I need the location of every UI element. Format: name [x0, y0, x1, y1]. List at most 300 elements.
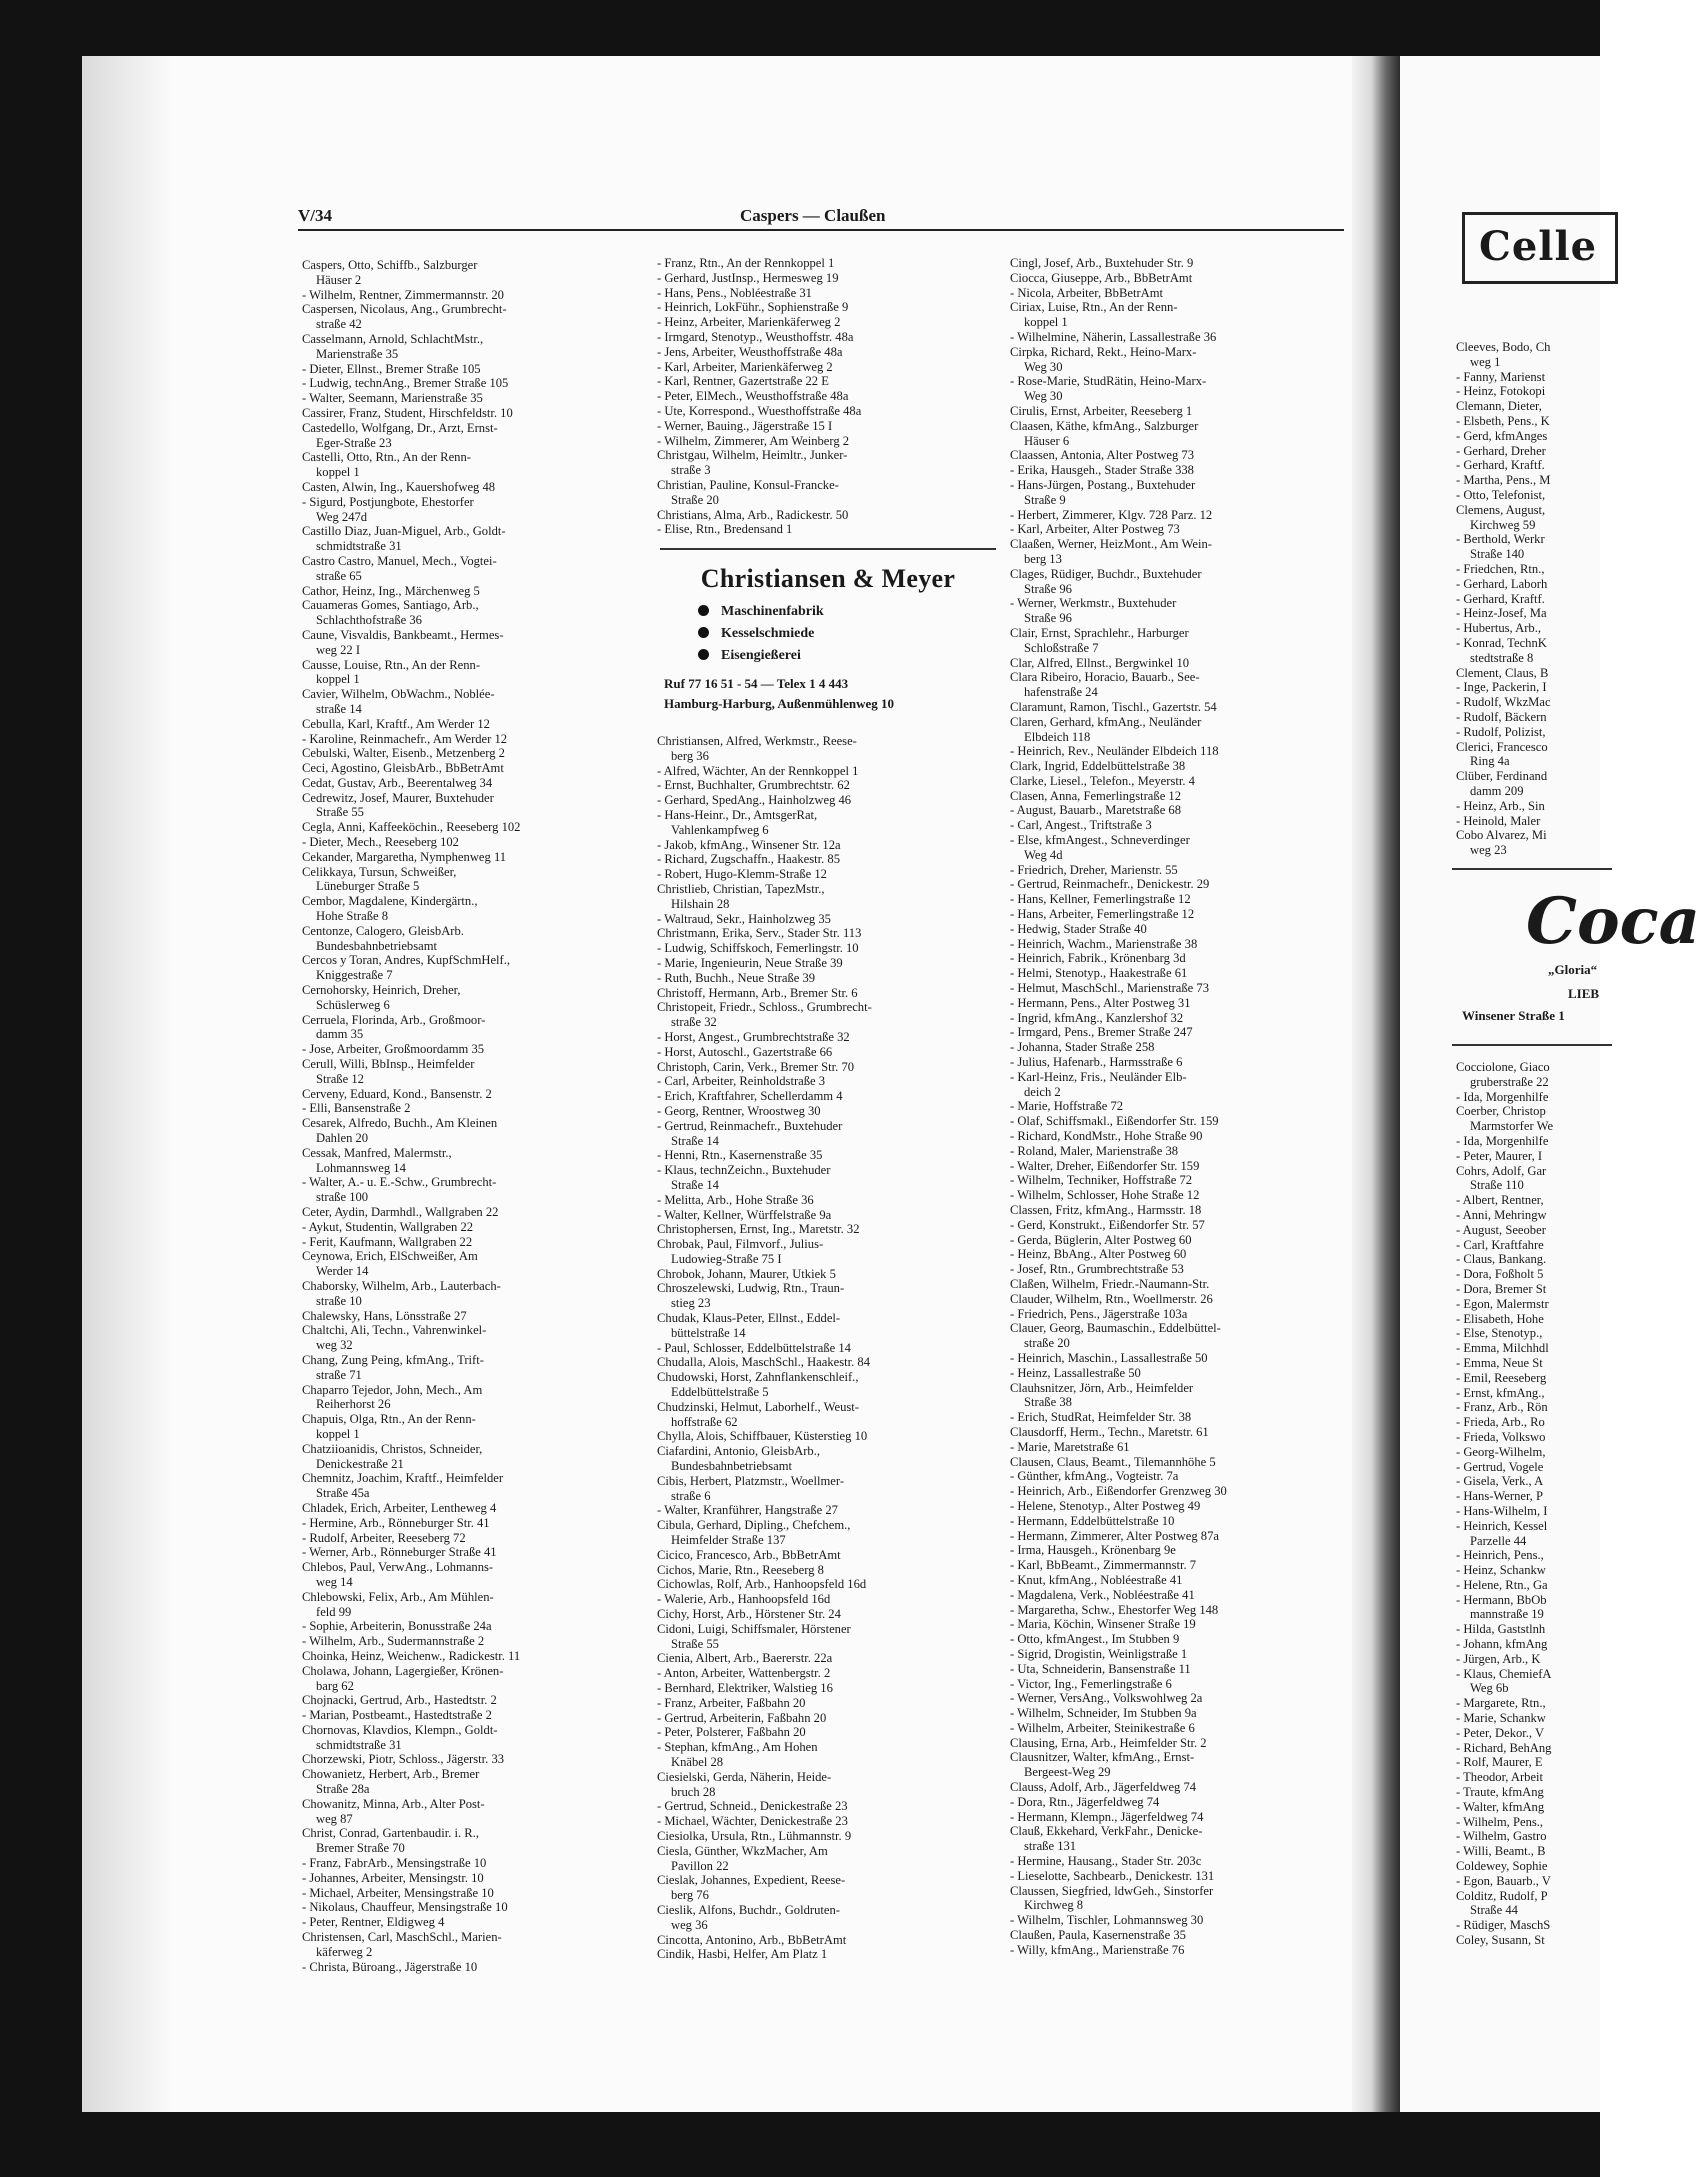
directory-entry: Chang, Zung Peing, kfmAng., Trift- [302, 1352, 484, 1367]
directory-entry: - Josef, Rtn., Grumbrechtstraße 53 [1010, 1262, 1184, 1277]
directory-entry: - Anni, Mehringw [1456, 1207, 1547, 1222]
directory-entry: Castro Castro, Manuel, Mech., Vogtei- [302, 553, 497, 568]
directory-entry-continuation: koppel 1 [316, 1426, 360, 1441]
directory-entry-continuation: weg 22 I [316, 642, 361, 657]
directory-entry: Clauhsnitzer, Jörn, Arb., Heimfelder [1010, 1380, 1194, 1395]
directory-entry: Cholawa, Johann, Lagergießer, Krönen- [302, 1663, 504, 1678]
directory-entry: - Karoline, Reinmachefr., Am Werder 12 [302, 731, 508, 746]
right-ad-rule-top [1452, 868, 1612, 870]
directory-entry: - Maria, Köchin, Winsener Straße 19 [1010, 1617, 1196, 1632]
directory-entry: - Emma, Milchhdl [1456, 1341, 1549, 1356]
directory-entry: - Heinrich, Maschin., Lassallestraße 50 [1010, 1350, 1208, 1365]
directory-entry: - Walter, Kranführer, Hangstraße 27 [657, 1503, 838, 1518]
directory-entry-continuation: Straße 55 [316, 805, 364, 820]
directory-entry: Christmann, Erika, Serv., Stader Str. 113 [657, 926, 862, 941]
directory-entry: Cerruela, Florinda, Arb., Großmoor- [302, 1012, 486, 1027]
directory-entry: Caspersen, Nicolaus, Ang., Grumbrecht- [302, 302, 507, 317]
directory-entry-continuation: schmidtstraße 31 [316, 539, 402, 554]
directory-entry: - Heinrich, Pens., [1456, 1548, 1544, 1563]
directory-entry-continuation: straße 100 [316, 1190, 369, 1205]
directory-entry: - Traute, kfmAng [1456, 1785, 1544, 1800]
directory-entry-continuation: bruch 28 [671, 1784, 716, 1799]
directory-entry-continuation: Reiherhorst 26 [316, 1397, 391, 1412]
directory-entry-continuation: straße 14 [316, 701, 362, 716]
directory-entry-continuation: barg 62 [316, 1678, 354, 1693]
directory-entry: Chemnitz, Joachim, Kraftf., Heimfelder [302, 1471, 504, 1486]
directory-entry: - Johanna, Stader Straße 258 [1010, 1040, 1155, 1055]
directory-entry: - Olaf, Schiffsmakl., Eißendorfer Str. 159 [1010, 1114, 1219, 1129]
directory-entry: - Wilhelm, Arbeiter, Steinikestraße 6 [1010, 1720, 1195, 1735]
directory-entry: - Erika, Hausgeh., Stader Straße 338 [1010, 463, 1194, 478]
directory-entry-continuation: Bundesbahnbetriebsamt [671, 1459, 793, 1474]
directory-entry: - Robert, Hugo-Klemm-Straße 12 [657, 867, 827, 882]
coca-cola-logo: Coca [1526, 884, 1700, 959]
directory-entry: - Gertrud, Arbeiterin, Faßbahn 20 [657, 1710, 827, 1725]
directory-entry: Chroszelewski, Ludwig, Rtn., Traun- [657, 1281, 845, 1296]
directory-entry-continuation: Parzelle 44 [1470, 1533, 1527, 1548]
right-page-ad-box [1462, 212, 1618, 284]
directory-entry: Cirpka, Richard, Rekt., Heino-Marx- [1010, 344, 1197, 359]
bullet-icon [698, 605, 709, 616]
directory-entry: Christian, Pauline, Konsul-Francke- [657, 477, 839, 492]
directory-entry-continuation: Straße 140 [1470, 547, 1525, 562]
directory-entry-continuation: straße 131 [1024, 1839, 1077, 1854]
directory-entry: - Michael, Wächter, Denickestraße 23 [657, 1814, 848, 1829]
directory-entry-continuation: straße 3 [671, 463, 711, 478]
directory-entry: - Hermann, Eddelbüttelstraße 10 [1010, 1513, 1175, 1528]
directory-entry: - Gertrud, Schneid., Denickestraße 23 [657, 1799, 848, 1814]
directory-entry: - Berthold, Werkr [1456, 532, 1545, 547]
directory-entry: - Hermine, Arb., Rönneburger Str. 41 [302, 1515, 490, 1530]
directory-entry-continuation: straße 65 [316, 568, 362, 583]
directory-entry: - Ingrid, kfmAng., Kanzlershof 32 [1010, 1010, 1184, 1025]
directory-entry: Cincotta, Antonino, Arb., BbBetrAmt [657, 1932, 847, 1947]
directory-entry: - Heinrich, Rev., Neuländer Elbdeich 118 [1010, 744, 1219, 759]
directory-entry: - Sophie, Arbeiterin, Bonusstraße 24a [302, 1619, 492, 1634]
directory-entry: Clauss, Adolf, Arb., Jägerfeldweg 74 [1010, 1780, 1197, 1795]
directory-entry: - August, Seeober [1456, 1222, 1546, 1237]
directory-entry-continuation: Straße 110 [1470, 1178, 1524, 1193]
directory-entry-continuation: stedtstraße 8 [1470, 650, 1534, 665]
directory-entry: - Rudolf, Polizist, [1456, 724, 1546, 739]
directory-entry: - Hans-Werner, P [1456, 1489, 1543, 1504]
directory-entry-continuation: käferweg 2 [316, 1944, 373, 1959]
directory-entry-continuation: hafenstraße 24 [1024, 685, 1098, 700]
directory-entry: - Julius, Hafenarb., Harmsstraße 6 [1010, 1055, 1183, 1070]
directory-entry: - Nikolaus, Chauffeur, Mensingstraße 10 [302, 1900, 508, 1915]
directory-entry: - Richard, Zugschaffn., Haakestr. 85 [657, 852, 841, 867]
directory-entry: - Anton, Arbeiter, Wattenbergstr. 2 [657, 1666, 831, 1681]
directory-entry: - Richard, KondMstr., Hohe Straße 90 [1010, 1129, 1203, 1144]
directory-entry: - Inge, Packerin, I [1456, 680, 1547, 695]
directory-entry: Cindik, Hasbi, Helfer, Am Platz 1 [657, 1947, 828, 1962]
directory-entry: Cibula, Gerhard, Dipling., Chefchem., [657, 1518, 851, 1533]
directory-entry: - Erich, Kraftfahrer, Schellerdamm 4 [657, 1089, 843, 1104]
directory-entry-continuation: Knäbel 28 [671, 1754, 724, 1769]
directory-entry: Cegla, Anni, Kaffeeköchin., Reeseberg 102 [302, 820, 521, 835]
directory-entry: Cavier, Wilhelm, ObWachm., Noblée- [302, 687, 495, 702]
page-number: V/34 [298, 206, 332, 225]
directory-entry: Cohrs, Adolf, Gar [1456, 1163, 1547, 1178]
directory-entry: - Georg, Rentner, Wroostweg 30 [657, 1103, 821, 1118]
directory-entry: - Marie, Maretstraße 61 [1010, 1439, 1130, 1454]
directory-entry: - Erich, StudRat, Heimfelder Str. 38 [1010, 1410, 1192, 1425]
directory-entry: - Werner, VersAng., Volkswohlweg 2a [1010, 1691, 1203, 1706]
directory-entry: Claaßen, Werner, HeizMont., Am Wein- [1010, 537, 1212, 552]
directory-entry: Clüber, Ferdinand [1456, 769, 1548, 784]
directory-column-1 [302, 258, 644, 1974]
directory-entry: Castillo Diaz, Juan-Miguel, Arb., Goldt- [302, 524, 506, 539]
directory-entry-continuation: koppel 1 [316, 672, 360, 687]
directory-entry: - Fanny, Marienst [1456, 369, 1546, 384]
right-ad-rule-bottom [1452, 1044, 1612, 1046]
directory-entry-continuation: Werder 14 [316, 1264, 369, 1279]
directory-entry-continuation: stieg 23 [671, 1296, 711, 1311]
directory-entry: - Heinrich, Kessel [1456, 1518, 1548, 1533]
directory-entry: Cieslak, Johannes, Expedient, Reese- [657, 1873, 846, 1888]
directory-entry: - Roland, Maler, Marienstraße 38 [1010, 1143, 1179, 1158]
directory-entry-continuation: schmidtstraße 31 [316, 1737, 402, 1752]
ad-service-label: Maschinenfabrik [721, 604, 824, 619]
directory-entry: - Elisabeth, Hohe [1456, 1311, 1544, 1326]
directory-entry: - Peter, ElMech., Weusthoffstraße 48a [657, 389, 849, 404]
directory-entry: Cebulla, Karl, Kraftf., Am Werder 12 [302, 716, 490, 731]
directory-entry-continuation: straße 42 [316, 317, 362, 332]
directory-entry: - Sigrid, Drogistin, Weinligstraße 1 [1010, 1646, 1188, 1661]
directory-entry: - Margarete, Rtn., [1456, 1696, 1546, 1711]
directory-entry-continuation: Bundesbahnbetriebsamt [316, 938, 438, 953]
directory-entry-continuation: Straße 38 [1024, 1395, 1072, 1410]
directory-entry: - Walter, Seemann, Marienstraße 35 [302, 391, 483, 406]
directory-entry: - Helene, Stenotyp., Alter Postweg 49 [1010, 1498, 1201, 1513]
directory-entry: - Johannes, Arbeiter, Mensingstr. 10 [302, 1870, 484, 1885]
directory-entry-continuation: Straße 14 [671, 1177, 719, 1192]
directory-entry: - Marie, Hoffstraße 72 [1010, 1099, 1124, 1114]
directory-entry: - Heinz-Josef, Ma [1456, 606, 1547, 621]
directory-entry: - Waltraud, Sekr., Hainholzweg 35 [657, 911, 831, 926]
directory-entry: Cesarek, Alfredo, Buchh., Am Kleinen [302, 1116, 498, 1131]
directory-entry: Chudalla, Alois, MaschSchl., Haakestr. 84 [657, 1355, 871, 1370]
directory-entry: - Horst, Autoschl., Gazertstraße 66 [657, 1044, 833, 1059]
directory-entry: Clar, Alfred, Ellnst., Bergwinkel 10 [1010, 655, 1190, 670]
directory-entry: - Otto, kfmAngest., Im Stubben 9 [1010, 1632, 1180, 1647]
advertisement-christiansen-meyer [660, 548, 996, 718]
directory-entry: - Hans-Wilhelm, I [1456, 1503, 1548, 1518]
directory-entry-continuation: Straße 14 [671, 1133, 719, 1148]
directory-entry: - Melitta, Arb., Hohe Straße 36 [657, 1192, 814, 1207]
directory-entry-continuation: Ludowieg-Straße 75 I [671, 1251, 782, 1266]
directory-entry: Christiansen, Alfred, Werkmstr., Reese- [657, 734, 857, 748]
directory-entry: - Carl, Arbeiter, Reinholdstraße 3 [657, 1074, 826, 1089]
directory-entry: - Otto, Telefonist, [1456, 487, 1546, 502]
directory-entry: - Emil, Reeseberg [1456, 1370, 1547, 1385]
page-running-title: Caspers — Claußen [740, 206, 886, 225]
directory-entry: - Willi, Beamt., B [1456, 1844, 1546, 1859]
directory-entry: - Dora, Bremer St [1456, 1281, 1547, 1296]
directory-entry: - Johann, kfmAng [1456, 1637, 1548, 1652]
directory-entry: - Konrad, TechnK [1456, 635, 1547, 650]
directory-entry: - Gertrud, Reinmachefr., Buxtehuder [657, 1118, 843, 1133]
directory-entry: - Ida, Morgenhilfe [1456, 1089, 1549, 1104]
directory-entry: Claren, Gerhard, kfmAng., Neuländer [1010, 714, 1202, 729]
directory-entry: - Carl, Kraftfahre [1456, 1237, 1544, 1252]
directory-entry: - Helmi, Stenotyp., Haakestraße 61 [1010, 966, 1188, 981]
directory-entry: Christophersen, Ernst, Ing., Maretstr. 32 [657, 1222, 860, 1237]
directory-entry: Claßen, Wilhelm, Friedr.-Naumann-Str. [1010, 1276, 1210, 1291]
directory-entry: Chornovas, Klavdios, Klempn., Goldt- [302, 1722, 498, 1737]
directory-entry-continuation: straße 32 [671, 1015, 717, 1030]
directory-entry: Christopeit, Friedr., Schloss., Grumbrecht- [657, 1000, 872, 1015]
directory-entry: Clemens, August, [1456, 502, 1546, 517]
directory-entry-continuation: weg 1 [1470, 354, 1501, 369]
directory-entry: Claasen, Käthe, kfmAng., Salzburger [1010, 418, 1199, 433]
directory-entry: - Wilhelm, Schlosser, Hohe Straße 12 [1010, 1188, 1200, 1203]
directory-entry: Ciocca, Giuseppe, Arb., BbBetrAmt [1010, 270, 1193, 285]
directory-entry: Cessak, Manfred, Malermstr., [302, 1145, 452, 1160]
directory-entry: Ciriax, Luise, Rtn., An der Renn- [1010, 300, 1178, 315]
directory-entry: Casten, Alwin, Ing., Kauershofweg 48 [302, 479, 496, 494]
directory-entry: - Hans-Jürgen, Postang., Buxtehuder [1010, 477, 1196, 492]
directory-entry-continuation: Pavillon 22 [671, 1858, 729, 1873]
directory-entry: Cauameras Gomes, Santiago, Arb., [302, 598, 479, 613]
directory-entry: Chalewsky, Hans, Lönsstraße 27 [302, 1308, 467, 1323]
directory-entry: Cicico, Francesco, Arb., BbBetrAmt [657, 1547, 841, 1562]
directory-entry: Christoph, Carin, Verk., Bremer Str. 70 [657, 1059, 855, 1074]
directory-entry: Claassen, Antonia, Alter Postweg 73 [1010, 448, 1194, 463]
directory-entry: - Irmgard, Stenotyp., Weusthoffstr. 48a [657, 329, 854, 344]
directory-entry: - Elsbeth, Pens., K [1456, 413, 1550, 428]
directory-entry: Clarke, Liesel., Telefon., Meyerstr. 4 [1010, 773, 1195, 788]
directory-entry: - Hans, Arbeiter, Femerlingstraße 12 [1010, 907, 1195, 922]
directory-entry: - Hermine, Hausang., Stader Str. 203c [1010, 1854, 1202, 1869]
directory-column-2-bottom [657, 734, 997, 1962]
directory-entry: - Helene, Rtn., Ga [1456, 1577, 1548, 1592]
bullet-icon [698, 627, 709, 638]
directory-entry: Cibis, Herbert, Platzmstr., Woellmer- [657, 1473, 845, 1488]
directory-entry: - Wilhelm, Gastro [1456, 1829, 1547, 1844]
directory-entry-continuation: Lüneburger Straße 5 [316, 879, 420, 894]
directory-entry: - Peter, Polsterer, Faßbahn 20 [657, 1725, 806, 1740]
directory-entry: Christensen, Carl, MaschSchl., Marien- [302, 1930, 502, 1945]
directory-entry: Choinka, Heinz, Weichenw., Radickestr. 11 [302, 1648, 521, 1663]
directory-entry: - Elise, Rtn., Bredensand 1 [657, 522, 793, 537]
directory-entry: - Victor, Ing., Femerlingstraße 6 [1010, 1676, 1172, 1691]
directory-entry-continuation: Kniggestraße 7 [316, 968, 393, 983]
directory-entry: Chatziioanidis, Christos, Schneider, [302, 1441, 483, 1456]
directory-entry: Clauer, Georg, Baumaschin., Eddelbüttel- [1010, 1321, 1221, 1336]
directory-entry: - Hubertus, Arb., [1456, 621, 1541, 636]
directory-entry: - August, Bauarb., Maretstraße 68 [1010, 803, 1182, 818]
directory-entry: Claramunt, Ramon, Tischl., Gazertstr. 54 [1010, 699, 1217, 714]
directory-entry-continuation: Straße 96 [1024, 581, 1072, 596]
directory-entry-continuation: Weg 30 [1024, 359, 1063, 374]
directory-entry: - Egon, Malermstr [1456, 1296, 1549, 1311]
directory-entry-continuation: Denickestraße 21 [316, 1456, 404, 1471]
right-ad-word: Celle [1479, 223, 1598, 270]
directory-entry-continuation: deich 2 [1024, 1084, 1061, 1099]
directory-entry-continuation: Straße 44 [1470, 1903, 1518, 1918]
directory-entry: - Franz, Rtn., An der Rennkoppel 1 [657, 256, 835, 270]
directory-column-3 [1010, 256, 1350, 1958]
directory-entry: - Margaretha, Schw., Ehestorfer Weg 148 [1010, 1602, 1219, 1617]
directory-entry-continuation: weg 14 [316, 1574, 353, 1589]
ad-service-label: Eisengießerei [721, 648, 801, 663]
directory-entry: Chaborsky, Wilhelm, Arb., Lauterbach- [302, 1278, 501, 1293]
directory-entry: Chrobak, Paul, Filmvorf., Julius- [657, 1237, 824, 1252]
directory-entry: - Walerie, Arb., Hanhoopsfeld 16d [657, 1592, 831, 1607]
directory-entry: - Walter, A.- u. E.-Schw., Grumbrecht- [302, 1175, 497, 1190]
directory-entry: Clausing, Erna, Arb., Heimfelder Str. 2 [1010, 1735, 1207, 1750]
right-page-column-top [1456, 340, 1606, 858]
ad-service-item [698, 626, 814, 642]
directory-entry-continuation: straße 20 [1024, 1336, 1070, 1351]
directory-entry: - Dora, Foßholt 5 [1456, 1267, 1544, 1282]
directory-entry: - Willy, kfmAng., Marienstraße 76 [1010, 1942, 1185, 1957]
directory-entry-continuation: Straße 12 [316, 1071, 364, 1086]
directory-entry: Cienia, Albert, Arb., Baererstr. 22a [657, 1651, 833, 1666]
directory-entry-continuation: Ring 4a [1470, 754, 1510, 769]
directory-entry: - Heinz, Lassallestraße 50 [1010, 1365, 1141, 1380]
directory-entry: - Heinrich, Arb., Eißendorfer Grenzweg 30 [1010, 1484, 1227, 1499]
directory-entry-continuation: straße 71 [316, 1367, 362, 1382]
directory-entry: - Wilhelm, Rentner, Zimmermannstr. 20 [302, 287, 504, 302]
directory-entry-continuation: Häuser 6 [1024, 433, 1070, 448]
directory-entry: Claußen, Paula, Kasernenstraße 35 [1010, 1928, 1186, 1943]
directory-entry: - Franz, Arb., Rön [1456, 1400, 1548, 1415]
directory-entry: - Jürgen, Arb., K [1456, 1651, 1541, 1666]
directory-entry: - Nicola, Arbeiter, BbBetrAmt [1010, 285, 1164, 300]
directory-entry-continuation: hoffstraße 62 [671, 1414, 738, 1429]
directory-entry: - Peter, Rentner, Eldigweg 4 [302, 1915, 445, 1930]
directory-entry: - Marie, Ingenieurin, Neue Straße 39 [657, 955, 843, 970]
directory-entry: - Karl, Arbeiter, Alter Postweg 73 [1010, 522, 1180, 537]
directory-entry: - Karl, Arbeiter, Marienkäferweg 2 [657, 359, 833, 374]
directory-entry: - Heinrich, Wachm., Marienstraße 38 [1010, 936, 1198, 951]
directory-entry: Chorzewski, Piotr, Schloss., Jägerstr. 33 [302, 1752, 505, 1767]
directory-entry-continuation: Straße 45a [316, 1486, 370, 1501]
directory-entry: - Bernhard, Elektriker, Walstieg 16 [657, 1681, 833, 1695]
directory-entry-continuation: Weg 4d [1024, 847, 1063, 862]
directory-entry: - Aykut, Studentin, Wallgraben 22 [302, 1219, 474, 1234]
directory-entry: Coley, Susann, St [1456, 1933, 1545, 1948]
directory-entry: - Ludwig, Schiffskoch, Femerlingstr. 10 [657, 941, 859, 956]
directory-entry-continuation: Marmstorfer We [1470, 1119, 1554, 1134]
directory-entry: - Gerhard, Kraftf. [1456, 458, 1545, 473]
directory-entry: - Ruth, Buchh., Neue Straße 39 [657, 970, 816, 985]
directory-entry: - Heinrich, LokFühr., Sophienstraße 9 [657, 300, 849, 315]
directory-entry: Ciafardini, Antonio, GleisbArb., [657, 1444, 820, 1459]
directory-entry: Clauder, Wilhelm, Rtn., Woellmerstr. 26 [1010, 1291, 1213, 1306]
ad-service-label: Kesselschmiede [721, 626, 815, 641]
directory-entry: Cingl, Josef, Arb., Buxtehuder Str. 9 [1010, 256, 1194, 270]
directory-entry: - Hermann, Pens., Alter Postweg 31 [1010, 995, 1191, 1010]
directory-entry: - Gertrud, Reinmachefr., Denickestr. 29 [1010, 877, 1210, 892]
directory-entry: Chladek, Erich, Arbeiter, Lentheweg 4 [302, 1500, 497, 1515]
directory-entry: - Walter, Dreher, Eißendorfer Str. 159 [1010, 1158, 1200, 1173]
directory-entry: - Wilhelm, Zimmerer, Am Weinberg 2 [657, 433, 850, 448]
directory-entry-continuation: weg 87 [316, 1811, 353, 1826]
directory-entry: - Heinold, Maler [1456, 813, 1541, 828]
directory-entry: Cichy, Horst, Arb., Hörstener Str. 24 [657, 1607, 841, 1622]
right-ad-lieb: LIEB [1568, 986, 1600, 1001]
ad-service-item [698, 604, 824, 620]
directory-entry: - Heinz, Fotokopi [1456, 384, 1546, 399]
directory-entry-continuation: berg 13 [1024, 551, 1062, 566]
directory-entry: - Heinz, BbAng., Alter Postweg 60 [1010, 1247, 1187, 1262]
directory-column-2-top [657, 256, 997, 537]
directory-entry: - Wilhelm, Techniker, Hoffstraße 72 [1010, 1173, 1193, 1188]
directory-entry: - Emma, Neue St [1456, 1355, 1543, 1370]
ad-service-item [698, 648, 801, 664]
directory-entry: Cassirer, Franz, Student, Hirschfeldstr. 10 [302, 405, 513, 420]
directory-entry: - Herbert, Zimmerer, Klgv. 728 Parz. 12 [1010, 507, 1213, 522]
directory-entry: - Else, kfmAngest., Schneverdinger [1010, 833, 1190, 848]
directory-entry: - Friedchen, Rtn., [1456, 561, 1545, 576]
directory-entry: Cichos, Marie, Rtn., Reeseberg 8 [657, 1562, 824, 1577]
directory-entry: - Stephan, kfmAng., Am Hohen [657, 1740, 818, 1755]
directory-entry: Ciesla, Günther, WkzMacher, Am [657, 1843, 828, 1858]
directory-entry: - Rudolf, Arbeiter, Reeseberg 72 [302, 1530, 466, 1545]
directory-entry: - Werner, Werkmstr., Buxtehuder [1010, 596, 1177, 611]
directory-entry-continuation: Marienstraße 35 [316, 346, 399, 361]
directory-entry: - Irmgard, Pens., Bremer Straße 247 [1010, 1025, 1193, 1040]
directory-entry: Cedrewitz, Josef, Maurer, Buxtehuder [302, 790, 494, 805]
directory-entry: - Claus, Bankang. [1456, 1252, 1547, 1267]
directory-entry-continuation: Straße 9 [1024, 492, 1066, 507]
directory-entry: - Gerda, Büglerin, Alter Postweg 60 [1010, 1232, 1192, 1247]
directory-entry-continuation: Kirchweg 59 [1470, 517, 1536, 532]
directory-entry: Chowanietz, Herbert, Arb., Bremer [302, 1767, 480, 1782]
directory-entry: - Franz, Arbeiter, Faßbahn 20 [657, 1695, 806, 1710]
directory-entry: - Rose-Marie, StudRätin, Heino-Marx- [1010, 374, 1207, 389]
scan-margin-top [0, 0, 1600, 56]
directory-entry-continuation: berg 36 [671, 748, 709, 763]
directory-entry: Clausnitzer, Walter, kfmAng., Ernst- [1010, 1750, 1195, 1765]
directory-entry: - Gerd, Konstrukt., Eißendorfer Str. 57 [1010, 1217, 1205, 1232]
directory-entry-continuation: Bergeest-Weg 29 [1024, 1765, 1111, 1780]
book-gutter [1352, 56, 1400, 2112]
directory-entry-continuation: Elbdeich 118 [1024, 729, 1091, 744]
ad-company-name: Christiansen & Meyer [700, 564, 956, 593]
directory-entry: Cichowlas, Rolf, Arb., Hanhoopsfeld 16d [657, 1577, 867, 1592]
directory-entry: Causse, Louise, Rtn., An der Renn- [302, 657, 481, 672]
directory-entry-continuation: Straße 55 [671, 1636, 719, 1651]
directory-entry: Chylla, Alois, Schiffbauer, Küsterstieg 10 [657, 1429, 868, 1444]
directory-entry: - Wilhelm, Arb., Sudermannstraße 2 [302, 1634, 485, 1649]
directory-entry: Clemann, Dieter, [1456, 399, 1542, 414]
directory-entry: - Wilhelm, Pens., [1456, 1814, 1544, 1829]
directory-entry: Cernohorsky, Heinrich, Dreher, [302, 983, 461, 998]
directory-entry: Cembor, Magdalene, Kindergärtn., [302, 894, 478, 909]
directory-entry-continuation: Bremer Straße 70 [316, 1841, 405, 1856]
directory-entry: - Walter, Kellner, Würffelstraße 9a [657, 1207, 832, 1222]
right-ad-gloria: „Gloria“ [1548, 962, 1598, 977]
directory-entry: - Gerhard, JustInsp., Hermesweg 19 [657, 270, 839, 285]
directory-entry: Chaltchi, Ali, Techn., Vahrenwinkel- [302, 1323, 487, 1338]
directory-entry-continuation: weg 36 [671, 1917, 708, 1932]
directory-entry-continuation: Schloßstraße 7 [1024, 640, 1099, 655]
directory-entry: Cerveny, Eduard, Kond., Bansenstr. 2 [302, 1086, 492, 1101]
directory-entry-continuation: gruberstraße 22 [1470, 1074, 1549, 1089]
directory-entry: Chowanitz, Minna, Arb., Alter Post- [302, 1796, 485, 1811]
directory-entry: Ceynowa, Erich, ElSchweißer, Am [302, 1249, 478, 1264]
directory-entry: - Rudolf, WkzMac [1456, 695, 1551, 710]
directory-entry: - Theodor, Arbeit [1456, 1770, 1544, 1785]
directory-entry: Christians, Alma, Arb., Radickestr. 50 [657, 507, 849, 522]
directory-entry: - Wilhelmine, Näherin, Lassallestraße 36 [1010, 329, 1217, 344]
directory-entry-continuation: Weg 6b [1470, 1681, 1509, 1696]
directory-entry: - Marian, Postbeamt., Hastedtstraße 2 [302, 1708, 492, 1723]
